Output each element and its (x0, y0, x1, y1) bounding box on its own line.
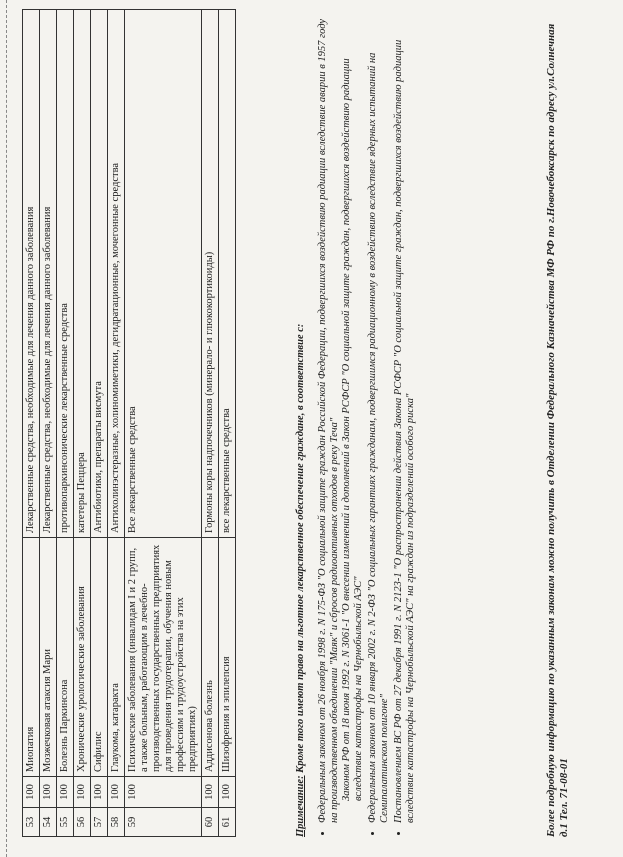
disease-cell: Сифилис (91, 538, 108, 777)
disease-cell: Миопатия (23, 538, 40, 777)
note-section (295, 17, 419, 837)
row-number: 53 (23, 808, 40, 837)
drugs-cell: Гормоны коры надпочечников (минерало- и глюкокортикоиды) (202, 10, 219, 538)
table-row (57, 10, 74, 837)
disease-cell: Глаукома, катаракта (108, 538, 125, 777)
row-number: 59 (125, 808, 202, 837)
table-row (91, 10, 108, 837)
disease-cell: Мозжечковая атаксия Мари (40, 538, 57, 777)
percent-cell: 100 (23, 777, 40, 808)
footer-info: Более подробную информацию по указанным законам можно получить в Отделении Федерального Казначейства МФ РФ по г.Новочебоксарск по адресу ул.Солнечная д.1 Тел. 71-08-01 (545, 23, 570, 837)
law-item (367, 17, 391, 823)
drugs-cell: Лекарственные средства, необходимые для лечения данного заболевания (40, 10, 57, 538)
percent-cell: 100 (40, 777, 57, 808)
drugs-cell: Антибиотики, препараты висмута (91, 10, 108, 538)
row-number: 56 (74, 808, 91, 837)
drugs-cell: Лекарственные средства, необходимые для лечения данного заболевания (23, 10, 40, 538)
law-text: Федеральным законом от 10 января 2002 г. N 2-ФЗ "О социальных гарантиях гражданам, подвергшимся радиационному в воздействию вследствие ядерных испытаний на Семипалатинском полигоне" (367, 52, 390, 823)
disease-cell: Психические заболевания (инвалидам I и 2 групп, а также больным, работающим в лечебно-производственных государственных предприятиях для проведения трудотерапии, обучения новым профессиям и трудоустройства на этих предприятиях) (125, 538, 202, 777)
row-number: 58 (108, 808, 125, 837)
disease-cell: Аддисонова болезнь (202, 538, 219, 777)
percent-cell: 100 (202, 777, 219, 808)
drugs-cell: противопаркинсонические лекарственные средства (57, 10, 74, 538)
law-text: Постановлением ВС РФ от 27 декабря 1991 г. N 2123-1 "О распространении действия Закона РСФСР "О социальной защите граждан, подвергшихся воздействию радиации вследствие катастрофы на Чернобыльской АЭС" на граждан из подразделений особого риска" (393, 39, 416, 823)
drugs-cell: Все лекарственные средства (125, 10, 202, 538)
table-row (202, 10, 219, 837)
table-row (74, 10, 91, 837)
table-row (219, 10, 236, 837)
drugs-cell: Антихолинэстеразные, холиномиметики, дегидратационные, мочегонные средства (108, 10, 125, 538)
drug-benefit-table (22, 9, 236, 837)
row-number: 57 (91, 808, 108, 837)
note-title (295, 17, 307, 837)
disease-cell: Шизофрения и эпилепсия (219, 538, 236, 777)
note-label: Примечание: (295, 775, 306, 837)
table-row (108, 10, 125, 837)
row-number: 54 (40, 808, 57, 837)
percent-cell: 100 (57, 777, 74, 808)
note-title-text: Кроме того имеют право на льготное лекарственное обеспечение граждане, в соответствие с: (295, 323, 306, 773)
percent-cell: 100 (125, 777, 202, 808)
law-list (317, 17, 417, 837)
row-number: 61 (219, 808, 236, 837)
drugs-cell: все лекарственные средства (219, 10, 236, 538)
table-row (23, 10, 40, 837)
row-number: 55 (57, 808, 74, 837)
law-text-extra: Законом РФ от 18 июня 1992 г. N 3061-1 "О внесении изменений и дополнений в Закон РСФСР "О социальной защите граждан, подвергшихся воздействию радиации вследствие катастрофы на Чернобыльской АЭС" (341, 58, 364, 801)
percent-cell: 100 (91, 777, 108, 808)
law-text: Федеральным законом от 26 ноября 1998 г. N 175-ФЗ "О социальной защите граждан Российской Федерации, подвергшихся воздействию радиации вследствие аварии в 1957 году на производственном объединении "Маяк" и сбросов радиоактивных отходов в реку Теча" (317, 18, 340, 823)
drugs-cell: катетеры Пеццера (74, 10, 91, 538)
table-row (125, 10, 202, 837)
disease-cell: Хронические урологические заболевания (74, 538, 91, 777)
percent-cell: 100 (108, 777, 125, 808)
table-row (40, 10, 57, 837)
percent-cell: 100 (74, 777, 91, 808)
disease-cell: Болезнь Паркинсона (57, 538, 74, 777)
row-number: 60 (202, 808, 219, 837)
law-item (393, 17, 417, 823)
law-item (317, 17, 365, 823)
percent-cell: 100 (219, 777, 236, 808)
